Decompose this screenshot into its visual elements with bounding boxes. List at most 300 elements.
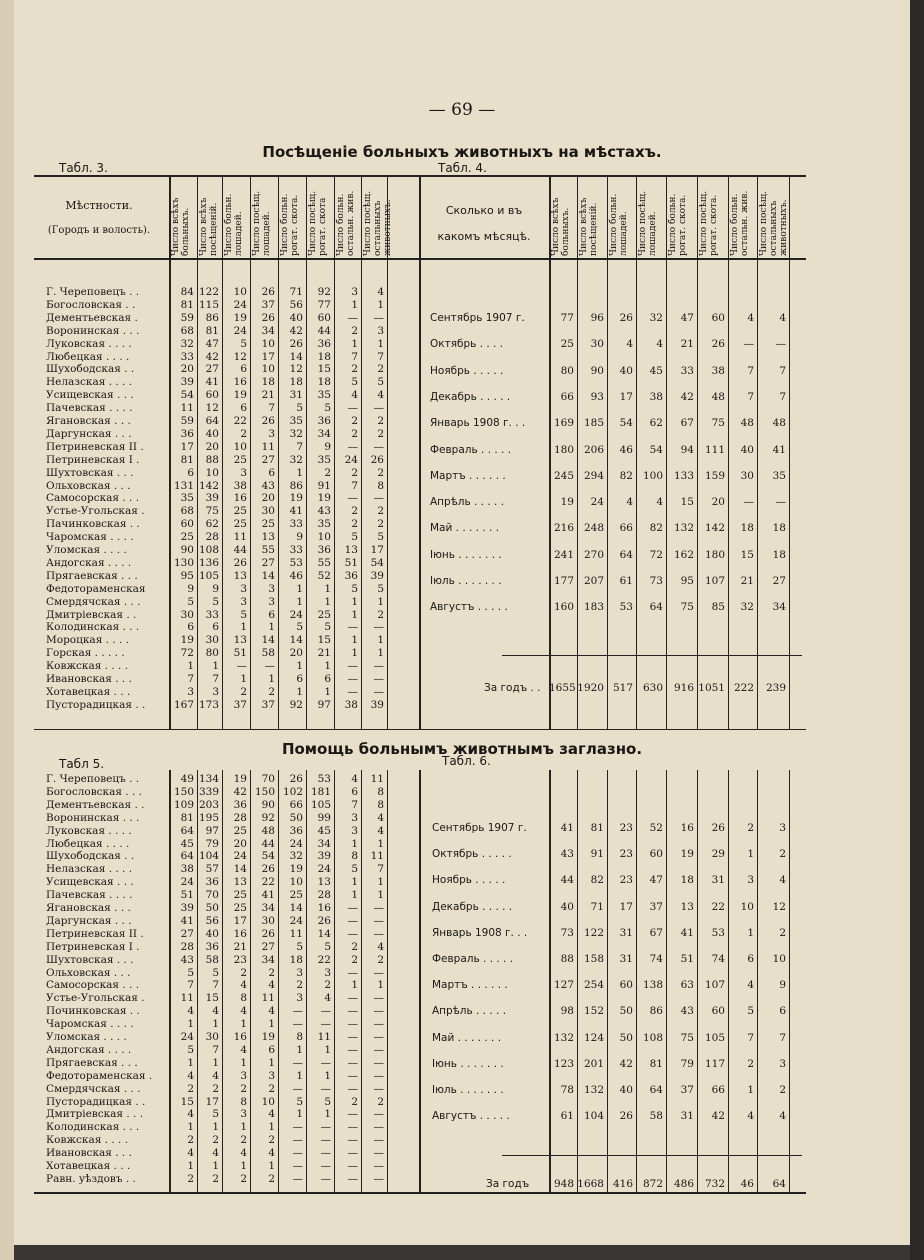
table3-cell: 1 — [240, 621, 247, 634]
table5-cell: 4 — [240, 1043, 247, 1056]
table3-cell: — — [347, 685, 358, 698]
table6-total-cell: 948 — [553, 1178, 574, 1190]
table3-cell: 1 — [296, 685, 303, 698]
table5-cell: 2 — [187, 1082, 194, 1095]
table6-total-cell: 872 — [642, 1178, 663, 1190]
table5-cell: — — [347, 1005, 358, 1018]
table5-cell: 64 — [180, 824, 194, 837]
table5-cell: — — [320, 1121, 331, 1134]
table5-cell: — — [292, 1056, 303, 1069]
table3-cell: 10 — [233, 286, 247, 298]
table3-cell: 2 — [377, 466, 384, 479]
table5-place: Пусторадицкая . . — [46, 1095, 146, 1108]
table3-cell: 51 — [233, 647, 247, 660]
table3-cell: 122 — [198, 286, 219, 298]
table3-place: Петриневская I . — [46, 453, 140, 466]
table5-cell: 2 — [212, 1134, 219, 1147]
table5-cell: 54 — [261, 850, 275, 863]
table3-cell: 3 — [240, 582, 247, 595]
table4-cell: 133 — [673, 469, 694, 482]
table3-cell: 47 — [205, 337, 219, 350]
page-number: — 69 — — [428, 100, 496, 120]
table5-cell: 1 — [187, 1056, 194, 1069]
document-page — [14, 0, 910, 1245]
table4-cell: 32 — [740, 601, 754, 614]
table3-cell: 1 — [377, 337, 384, 350]
table5-cell: 1 — [240, 1018, 247, 1031]
table5-cell: 14 — [317, 927, 331, 940]
table3-cell: 86 — [205, 311, 219, 324]
table3-place: Пусторадицкая . . — [46, 698, 146, 711]
table3-cell: 12 — [233, 350, 247, 363]
table6-cell: 117 — [704, 1057, 725, 1070]
table5-cell: — — [320, 1172, 331, 1185]
table3-cell: 7 — [377, 350, 384, 363]
table5-cell: 26 — [261, 863, 275, 876]
table6-cell: 7 — [779, 1031, 786, 1044]
table3-cell: 2 — [377, 608, 384, 621]
table5-cell: 48 — [261, 824, 275, 837]
table5-cell: 5 — [187, 1043, 194, 1056]
table3-cell: 68 — [180, 324, 194, 337]
table3-cell: 1 — [324, 660, 331, 673]
table5-cell: 11 — [180, 992, 194, 1005]
table3-cell: 91 — [317, 479, 331, 492]
table5-col-line — [387, 770, 388, 1192]
table6-cell: 254 — [583, 979, 604, 992]
table3-cell: 1 — [351, 634, 358, 647]
table6-cell: 9 — [779, 979, 786, 992]
table3-cell: 30 — [205, 634, 219, 647]
table3-cell: 130 — [173, 556, 194, 569]
table3-cell: 20 — [289, 647, 303, 660]
table4-cell: 53 — [619, 601, 633, 614]
table5-cell: 339 — [198, 785, 219, 798]
table3-cell: 9 — [187, 582, 194, 595]
table3-cell: 35 — [317, 389, 331, 402]
table5-cell: 24 — [289, 837, 303, 850]
table5-cell: 4 — [268, 1147, 275, 1160]
table5-cell: — — [347, 992, 358, 1005]
table6-cell: 98 — [560, 1005, 574, 1018]
table4-cell: 34 — [772, 601, 786, 614]
table3-cell: 20 — [180, 363, 194, 376]
table3-cell: 1 — [324, 582, 331, 595]
table3-cell: 5 — [212, 595, 219, 608]
table3-cell: 2 — [377, 505, 384, 518]
table5-cell: 30 — [261, 914, 275, 927]
table4-month: Май . . . . . . . — [430, 522, 500, 535]
table3-cell: 35 — [289, 415, 303, 427]
table5-cell: 18 — [289, 953, 303, 966]
table5-place: Ивановская . . . — [46, 1147, 132, 1160]
table3-cell: 33 — [180, 350, 194, 363]
table3-cell: 16 — [233, 492, 247, 505]
table5-cell: — — [320, 1147, 331, 1160]
table4-cell: 45 — [649, 364, 663, 377]
table5-cell: 4 — [268, 979, 275, 992]
table3-cell: — — [373, 492, 384, 505]
table6-month: Декабрь . . . . . — [432, 900, 513, 913]
table5-cell: 1 — [268, 1056, 275, 1069]
table5-place: Самосорская . . . — [46, 979, 140, 992]
table3-place: Самосорская . . . — [46, 492, 140, 505]
table3-cell: — — [373, 673, 384, 685]
table4-cell: 80 — [560, 364, 574, 377]
table5-cell: 7 — [377, 863, 384, 876]
table4-cell: 47 — [680, 312, 694, 324]
table5-cell: 28 — [233, 811, 247, 824]
table5-cell: 1 — [187, 1121, 194, 1134]
table4-total-label: За годъ . . — [484, 682, 541, 694]
table3-cell: 60 — [205, 389, 219, 402]
table3-cell: 20 — [205, 440, 219, 453]
table5-cell: 2 — [268, 1172, 275, 1185]
table5-cell: 51 — [180, 889, 194, 902]
table3-cell: 5 — [324, 621, 331, 634]
table5-place: Петриневская I . — [46, 940, 140, 953]
table5-cell: — — [320, 1056, 331, 1069]
table5-cell: 2 — [187, 1172, 194, 1185]
table6-total-cell: 732 — [704, 1178, 725, 1190]
table5-cell: 50 — [289, 811, 303, 824]
table6-cell: 78 — [560, 1084, 574, 1096]
table3-cell: 1 — [351, 608, 358, 621]
table4-col-header: Число больн. остальн. жив. — [730, 190, 750, 256]
table6-month: Ноябрь . . . . . — [432, 874, 506, 887]
table6-cell: 75 — [680, 1031, 694, 1044]
table5-cell: 44 — [261, 837, 275, 850]
table3-cell: 1 — [296, 466, 303, 479]
table5-cell: 79 — [205, 837, 219, 850]
table4-cell: 18 — [772, 522, 786, 535]
table5-cell: 4 — [212, 1005, 219, 1018]
table3-col-header: Число посѣщ. лошадей. — [252, 190, 272, 256]
table6-cell: 3 — [747, 874, 754, 887]
left-page-edge — [0, 0, 14, 1260]
table5-cell: 28 — [317, 889, 331, 902]
table4-cell: 75 — [680, 601, 694, 614]
table4-cell: 25 — [560, 338, 574, 351]
table5-cell: 4 — [212, 1069, 219, 1082]
table5-cell: — — [373, 1031, 384, 1043]
table3-place: Ягановская . . . — [46, 415, 131, 427]
table3-place: Шухтовская . . . — [46, 466, 134, 479]
table3-place: Даргунская . . . — [46, 427, 132, 440]
table3-col-header: Число посѣщ. рогат. скота — [308, 190, 328, 256]
table3-cell: 7 — [212, 673, 219, 685]
table5-cell: — — [347, 914, 358, 927]
table5-cell: 58 — [205, 953, 219, 966]
table3-cell: — — [236, 660, 247, 673]
table3-cell: 30 — [180, 608, 194, 621]
table4-cell: 93 — [590, 390, 604, 403]
table3-cell: 5 — [240, 337, 247, 350]
table4-cell: 7 — [747, 364, 754, 377]
table5-cell: 8 — [296, 1031, 303, 1043]
table6-cell: 4 — [747, 979, 754, 992]
table3-cell: 6 — [240, 402, 247, 415]
table5-cell: 2 — [240, 1172, 247, 1185]
table6-cell: 40 — [619, 1084, 633, 1096]
table3-cell: 97 — [317, 698, 331, 711]
table4-cell: 4 — [779, 312, 786, 324]
table4-cell: 82 — [619, 469, 633, 482]
table4-cell: 26 — [711, 338, 725, 351]
table3-cell: 88 — [205, 453, 219, 466]
table5-cell: 19 — [233, 773, 247, 785]
table5-cell: 32 — [289, 850, 303, 863]
table6-cell: 73 — [560, 926, 574, 939]
table5-cell: 25 — [233, 824, 247, 837]
table3-place: Ковжская . . . . — [46, 660, 129, 673]
table3-cell: 39 — [180, 376, 194, 389]
table5-cell: 4 — [240, 1147, 247, 1160]
table6-cell: 124 — [583, 1031, 604, 1044]
table3-cell: 68 — [180, 505, 194, 518]
table5-cell: 57 — [205, 863, 219, 876]
table6-cell: 63 — [680, 979, 694, 992]
table6-total-cell: 416 — [612, 1178, 633, 1190]
table3-cell: 105 — [198, 569, 219, 582]
table3-cell: 26 — [261, 415, 275, 427]
table3-cell: 92 — [317, 286, 331, 298]
table6-cell: 10 — [772, 953, 786, 965]
table5-place: Федотораменская . — [46, 1069, 153, 1082]
table4-col-header: Число посѣщ. лошадей. — [638, 190, 658, 256]
table3-cell: 1 — [187, 660, 194, 673]
table4-label: Табл. 4. — [438, 161, 487, 175]
table5-cell: 2 — [268, 1082, 275, 1095]
table3-cell: 6 — [296, 673, 303, 685]
table3-cell: 19 — [180, 634, 194, 647]
table5-place: Воронинская . . . — [46, 811, 140, 824]
table4-col-header: Число посѣщ. остальныхъ животныхъ. — [759, 190, 789, 256]
table5-cell: 6 — [268, 1043, 275, 1056]
table3-cell: 25 — [233, 505, 247, 518]
table3-cell: — — [373, 660, 384, 673]
table4-cell: 48 — [711, 390, 725, 403]
table5-cell: 21 — [233, 940, 247, 953]
table6-cell: 7 — [747, 1031, 754, 1044]
table4-cell: 64 — [649, 601, 663, 614]
table5-cell: 99 — [317, 811, 331, 824]
table3-cell: 2 — [377, 415, 384, 427]
table3-cell: 19 — [317, 492, 331, 505]
table4-cell: 95 — [680, 575, 694, 587]
table6-cell: 13 — [680, 900, 694, 913]
table3-cell: 58 — [261, 647, 275, 660]
table5-cell: — — [373, 1018, 384, 1031]
table3-cell: 131 — [173, 479, 194, 492]
table6-cell: 31 — [680, 1110, 694, 1123]
table5-cell: — — [373, 902, 384, 914]
table6-cell: 22 — [711, 900, 725, 913]
table6-cell: 86 — [649, 1005, 663, 1018]
table4-month: Сентябрь 1907 г. — [430, 312, 525, 324]
table3-cell: 26 — [289, 337, 303, 350]
table4-cell: 54 — [649, 443, 663, 456]
table4-cell: 20 — [711, 496, 725, 509]
table4-cell: 30 — [590, 338, 604, 351]
table4-total-cell: 916 — [673, 682, 694, 694]
table3-cell: 1 — [377, 647, 384, 660]
table5-cell: 2 — [351, 1095, 358, 1108]
table4-total-cell: 1655 — [549, 682, 576, 694]
table4-col-header: Число всѣхъ больныхъ. — [551, 197, 571, 256]
table3-cell: 46 — [289, 569, 303, 582]
table5-cell: 4 — [187, 1069, 194, 1082]
table4-cell: — — [743, 496, 754, 509]
table3-cell: 60 — [180, 518, 194, 531]
table6-cell: 81 — [590, 822, 604, 834]
table3-cell: 28 — [205, 531, 219, 544]
table3-cell: 33 — [289, 544, 303, 556]
table3-cell: 62 — [205, 518, 219, 531]
table3-cell: 1 — [377, 595, 384, 608]
table3-cell: 3 — [240, 595, 247, 608]
table5-place: Нелазская . . . . — [46, 863, 133, 876]
table5-label: Табл 5. — [59, 757, 105, 771]
table5-cell: — — [347, 1147, 358, 1160]
table3-cell: 34 — [261, 324, 275, 337]
table3-cell: — — [347, 673, 358, 685]
table4-cell: 15 — [740, 548, 754, 561]
table3-cell: 25 — [233, 518, 247, 531]
table4-month: Іюнь . . . . . . . — [430, 548, 502, 561]
table4-total-rule — [502, 655, 802, 656]
table3-cell: 36 — [180, 427, 194, 440]
table4-month: Апрѣль . . . . . — [430, 496, 505, 509]
table5-cell: 34 — [261, 953, 275, 966]
table5-cell: 15 — [180, 1095, 194, 1108]
table6-cell: 26 — [619, 1110, 633, 1123]
table4-month: Октябрь . . . . — [430, 338, 504, 351]
table5-cell: 2 — [351, 953, 358, 966]
table4-cell: 177 — [553, 575, 574, 587]
table5-cell: 25 — [233, 889, 247, 902]
table5-cell: 2 — [377, 1095, 384, 1108]
table3-cell: 52 — [317, 569, 331, 582]
table5-cell: — — [347, 1056, 358, 1069]
table5-cell: 17 — [233, 914, 247, 927]
table5-cell: 4 — [324, 992, 331, 1005]
table3-cell: — — [347, 402, 358, 415]
table3-cell: 21 — [261, 389, 275, 402]
table5-cell: 70 — [261, 773, 275, 785]
table3-cell: 71 — [289, 286, 303, 298]
table4-cell: 24 — [590, 496, 604, 509]
table5-cell: 1 — [187, 1160, 194, 1172]
table3-cell: 3 — [212, 685, 219, 698]
table3-cell: 6 — [187, 621, 194, 634]
table5-place: Прягаевская . . . — [46, 1056, 138, 1069]
table5-cell: — — [320, 1018, 331, 1031]
table5-cell: 203 — [198, 798, 219, 811]
table3-col-header: Число больн. рогат. скота. — [280, 193, 300, 256]
table3-cell: 59 — [180, 415, 194, 427]
table5-cell: — — [320, 1160, 331, 1172]
table5-cell: — — [347, 1043, 358, 1056]
table3-place: Нелазская . . . . — [46, 376, 133, 389]
table5-cell: 24 — [233, 850, 247, 863]
table4-cell: 30 — [740, 469, 754, 482]
table5-cell: 2 — [187, 1134, 194, 1147]
table3-cell: 15 — [317, 634, 331, 647]
table5-cell: 1 — [351, 876, 358, 889]
table4-cell: 38 — [711, 364, 725, 377]
table4-cell: 15 — [680, 496, 694, 509]
table3-cell: 30 — [261, 505, 275, 518]
table4-cell: 66 — [619, 522, 633, 535]
table3-cell: 32 — [180, 337, 194, 350]
table5-cell: 49 — [180, 773, 194, 785]
table6-cell: 2 — [747, 822, 754, 834]
table4-cell: 82 — [649, 522, 663, 535]
table4-cell: 62 — [649, 417, 663, 430]
table6-month: Іюнь . . . . . . . — [432, 1057, 504, 1070]
table6-label: Табл. 6. — [442, 754, 491, 768]
table3-cell: 1 — [377, 634, 384, 647]
table3-cell: 84 — [180, 286, 194, 298]
table6-total-cell: 46 — [740, 1178, 754, 1190]
table3-cell: 2 — [268, 685, 275, 698]
table3-cell: 33 — [205, 608, 219, 621]
table3-cell: 9 — [324, 440, 331, 453]
table3-cell: 6 — [187, 466, 194, 479]
table3-place-header: Мѣстности. — [65, 199, 133, 212]
table5-cell: 102 — [282, 785, 303, 798]
table4-cell: 7 — [747, 390, 754, 403]
table3-cell: 25 — [180, 531, 194, 544]
table4-cell: 21 — [680, 338, 694, 351]
table3-cell: 19 — [233, 389, 247, 402]
table5-place: Устье-Угольская . — [46, 992, 145, 1005]
table6-cell: 23 — [619, 822, 633, 834]
table6-cell: 71 — [590, 900, 604, 913]
table3-cell: 167 — [173, 698, 194, 711]
table4-cell: 4 — [626, 338, 633, 351]
title-bottom: Помощь больнымъ животнымъ заглазно. — [281, 740, 643, 758]
table3-cell: 77 — [317, 298, 331, 311]
table5-cell: 1 — [351, 837, 358, 850]
table6-cell: 79 — [680, 1057, 694, 1070]
table5-place: Ольховская . . . — [46, 966, 131, 979]
table3-place: Богословская . . — [46, 298, 136, 311]
table3-cell: 14 — [289, 350, 303, 363]
table6-cell: 60 — [711, 1005, 725, 1018]
table5-cell: — — [373, 1069, 384, 1082]
table3-cell: 31 — [289, 389, 303, 402]
table4-cell: 73 — [649, 575, 663, 587]
table5-cell: 24 — [317, 863, 331, 876]
table5-cell: — — [292, 1082, 303, 1095]
table6-cell: 16 — [680, 822, 694, 834]
table3-cell: 3 — [268, 595, 275, 608]
table5-cell: 2 — [240, 1134, 247, 1147]
table5-cell: 7 — [212, 1043, 219, 1056]
table3-cell: 3 — [351, 286, 358, 298]
table6-cell: 5 — [747, 1005, 754, 1018]
table5-cell: 1 — [377, 876, 384, 889]
table6-cell: 74 — [649, 953, 663, 965]
table4-cell: 111 — [704, 443, 725, 456]
table5-place: Равн. уѣздовъ . . — [46, 1172, 136, 1185]
table5-cell: 2 — [268, 1134, 275, 1147]
table4-cell: 241 — [553, 548, 574, 561]
table3-cell: 5 — [187, 595, 194, 608]
table3-cell: 32 — [289, 427, 303, 440]
